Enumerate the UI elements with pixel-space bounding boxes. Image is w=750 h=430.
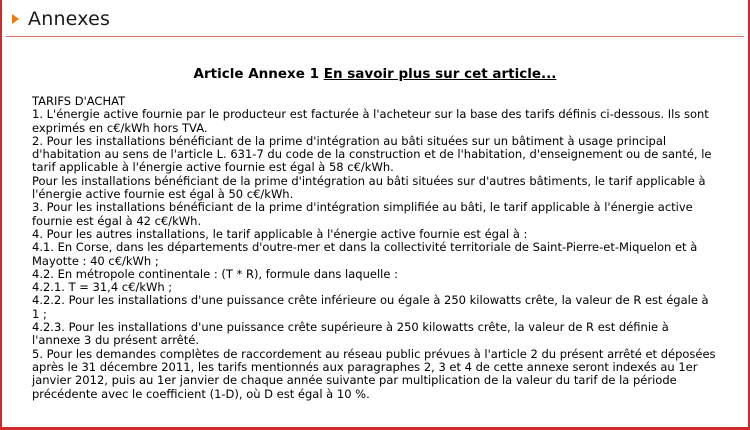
body-text-line: précédente avec le coefficient (1-D), où D est égal à 10 %. [32, 386, 370, 401]
section-divider [6, 36, 744, 37]
body-text-line: 4.2.1. T = 31,4 c€/kWh ; [32, 280, 173, 295]
body-text-line: 2. Pour les installations bénéficiant de la prime d'intégration au bâti situées sur un bâtiment à usage principal [32, 133, 667, 148]
section-header [12, 8, 110, 30]
body-text-line: l'énergie active fournie est égal à 50 c€/kWh. [32, 187, 294, 202]
article-details-link[interactable]: En savoir plus sur cet article... [323, 66, 557, 82]
article-heading [0, 66, 750, 82]
body-text-line: 4. Pour les autres installations, le tarif applicable à l'énergie active fournie est égal à : [32, 226, 528, 241]
body-text-line: fournie est égal à 42 c€/kWh. [32, 213, 202, 228]
article-body [32, 95, 732, 401]
body-text-line: 5. Pour les demandes complètes de raccordement au réseau public prévues à l'article 2 du présent arrêté et déposées [32, 346, 716, 361]
section-title: Annexes [28, 8, 111, 30]
body-text-line: TARIFS D'ACHAT [32, 94, 126, 108]
body-text-line: 1. L'énergie active fournie par le producteur est facturée à l'acheteur sur la base des tarifs définis ci-dessous. Ils sont [32, 107, 709, 122]
body-text-line: d'habitation au sens de l'article L. 631-7 du code de la construction et de l'habitation, d'enseignement ou de santé, le [32, 147, 712, 162]
body-text-line: l'annexe 3 du présent arrêté. [32, 333, 199, 348]
body-text-line: 4.1. En Corse, dans les départements d'outre-mer et dans la collectivité territoriale de Saint-Pierre-et-Miquelon et à [32, 240, 698, 255]
body-text-line: Pour les installations bénéficiant de la prime d'intégration au bâti situées sur d'autres bâtiments, le tarif applicable à [32, 173, 706, 188]
body-text-line: exprimés en c€/kWh hors TVA. [32, 120, 208, 135]
arrow-right-icon [12, 14, 19, 24]
body-text-line: 1 ; [32, 306, 47, 321]
body-text-line: janvier 2012, puis au 1er janvier de chaque année suivante par multiplication de la valeur du tarif de la période [32, 373, 677, 388]
body-text-line: 4.2.2. Pour les installations d'une puissance crête inférieure ou égale à 250 kilowatts crête, la valeur de R est égale à [32, 293, 709, 308]
body-text-line: Mayotte : 40 c€/kWh ; [32, 253, 159, 268]
article-title: Article Annexe 1 [193, 66, 320, 82]
body-text-line: 3. Pour les installations bénéficiant de la prime d'intégration simplifiée au bâti, le tarif applicable à l'énergie active [32, 200, 693, 215]
body-text-line: 4.2. En métropole continentale : (T * R), formule dans laquelle : [32, 266, 398, 281]
body-text-line: tarif applicable à l'énergie active fournie est égal à 58 c€/kWh. [32, 160, 394, 175]
body-text-line: après le 31 décembre 2011, les tarifs mentionnés aux paragraphes 2, 3 et 4 de cette annexe seront indexés au 1er [32, 359, 698, 374]
body-text-line: 4.2.3. Pour les installations d'une puissance crête supérieure à 250 kilowatts crête, la valeur de R est définie à [32, 320, 669, 335]
